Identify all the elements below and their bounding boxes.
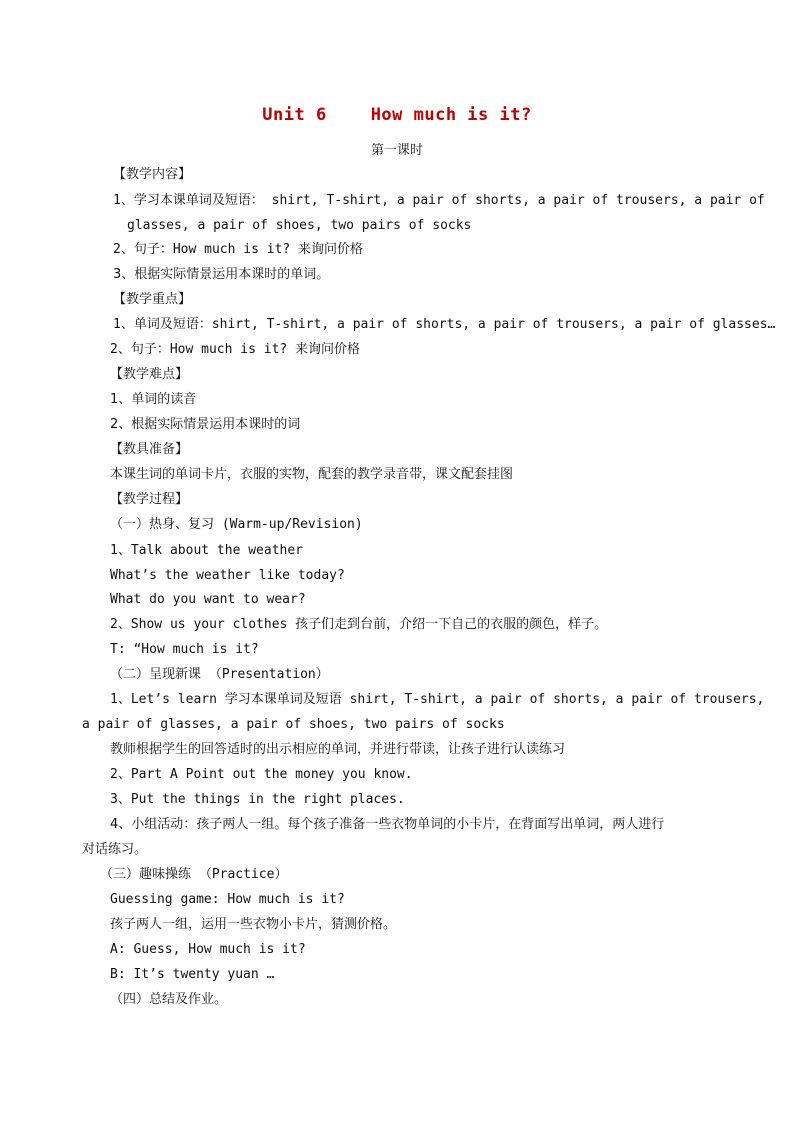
materials-text: 本课生词的单词卡片，衣服的实物，配套的教学录音带，课文配套挂图: [110, 467, 514, 482]
dialogue-b: B: It’s twenty yuan …: [110, 967, 275, 982]
section-presentation: （二）呈现新课 （Presentation）: [110, 667, 329, 682]
key-point-1: 1、单词及短语：shirt, T-shirt, a pair of shorts, a pair of trousers, a pair of glasses…: [113, 317, 776, 332]
heading-process: 【教学过程】: [110, 492, 189, 507]
section-summary: （四）总结及作业。: [110, 992, 228, 1007]
presentation-step-1-cont: a pair of glasses, a pair of shoes, two pairs of socks: [82, 717, 505, 732]
warm-up-step-1: 1、Talk about the weather: [110, 543, 304, 558]
content-item-3: 3、根据实际情景运用本课时的单词。: [113, 267, 330, 282]
key-point-2: 2、句子：How much is it? 来询问价格: [110, 342, 361, 357]
warm-up-step-2: 2、Show us your clothes 孩子们走到台前，介绍一下自己的衣服的颜色，样子。: [110, 617, 608, 632]
presentation-step-4: 4、小组活动：孩子两人一组。每个孩子准备一些衣物单词的小卡片，在背面写出单词，两人进行: [110, 817, 665, 832]
guessing-game: Guessing game: How much is it?: [110, 892, 345, 907]
unit-title: [0, 105, 794, 125]
dialogue-a: A: Guess, How much is it?: [110, 942, 306, 957]
lesson-subtitle: 第一课时: [370, 143, 423, 158]
section-practice: （三）趣味操练 （Practice）: [100, 867, 288, 882]
weather-question: What’s the weather like today?: [110, 568, 345, 583]
content-item-2: 2、句子：How much is it? 来询问价格: [113, 242, 364, 257]
presentation-step-4-cont: 对话练习。: [82, 842, 148, 857]
presentation-note: 教师根据学生的回答适时的出示相应的单词，并进行带读，让孩子进行认读练习: [110, 742, 566, 757]
heading-materials: 【教具准备】: [110, 442, 189, 457]
presentation-step-1: 1、Let’s learn 学习本课单词及短语 shirt, T-shirt, a pair of shorts, a pair of trousers,: [110, 692, 765, 707]
heading-difficulties: 【教学难点】: [110, 367, 189, 382]
content-item-1: 1、学习本课单词及短语： shirt, T-shirt, a pair of shorts, a pair of trousers, a pair of: [113, 193, 765, 208]
unit-label: Unit 6: [262, 105, 327, 125]
difficulty-1: 1、单词的读音: [110, 392, 197, 407]
practice-instruction: 孩子两人一组，运用一些衣物小卡片，猜测价格。: [110, 917, 397, 932]
presentation-step-3: 3、Put the things in the right places.: [110, 792, 405, 807]
unit-question: How much is it?: [370, 105, 532, 125]
heading-content: 【教学内容】: [113, 167, 192, 182]
difficulty-2: 2、根据实际情景运用本课时的词: [110, 417, 301, 432]
content-item-1-cont: glasses, a pair of shoes, two pairs of socks: [127, 218, 472, 233]
wear-question: What do you want to wear?: [110, 592, 306, 607]
section-warm-up: （一）热身、复习 (Warm-up/Revision): [110, 517, 363, 532]
heading-key-points: 【教学重点】: [113, 292, 192, 307]
presentation-step-2: 2、Part A Point out the money you know.: [110, 767, 413, 782]
teacher-question: T: “How much is it?: [110, 642, 259, 657]
